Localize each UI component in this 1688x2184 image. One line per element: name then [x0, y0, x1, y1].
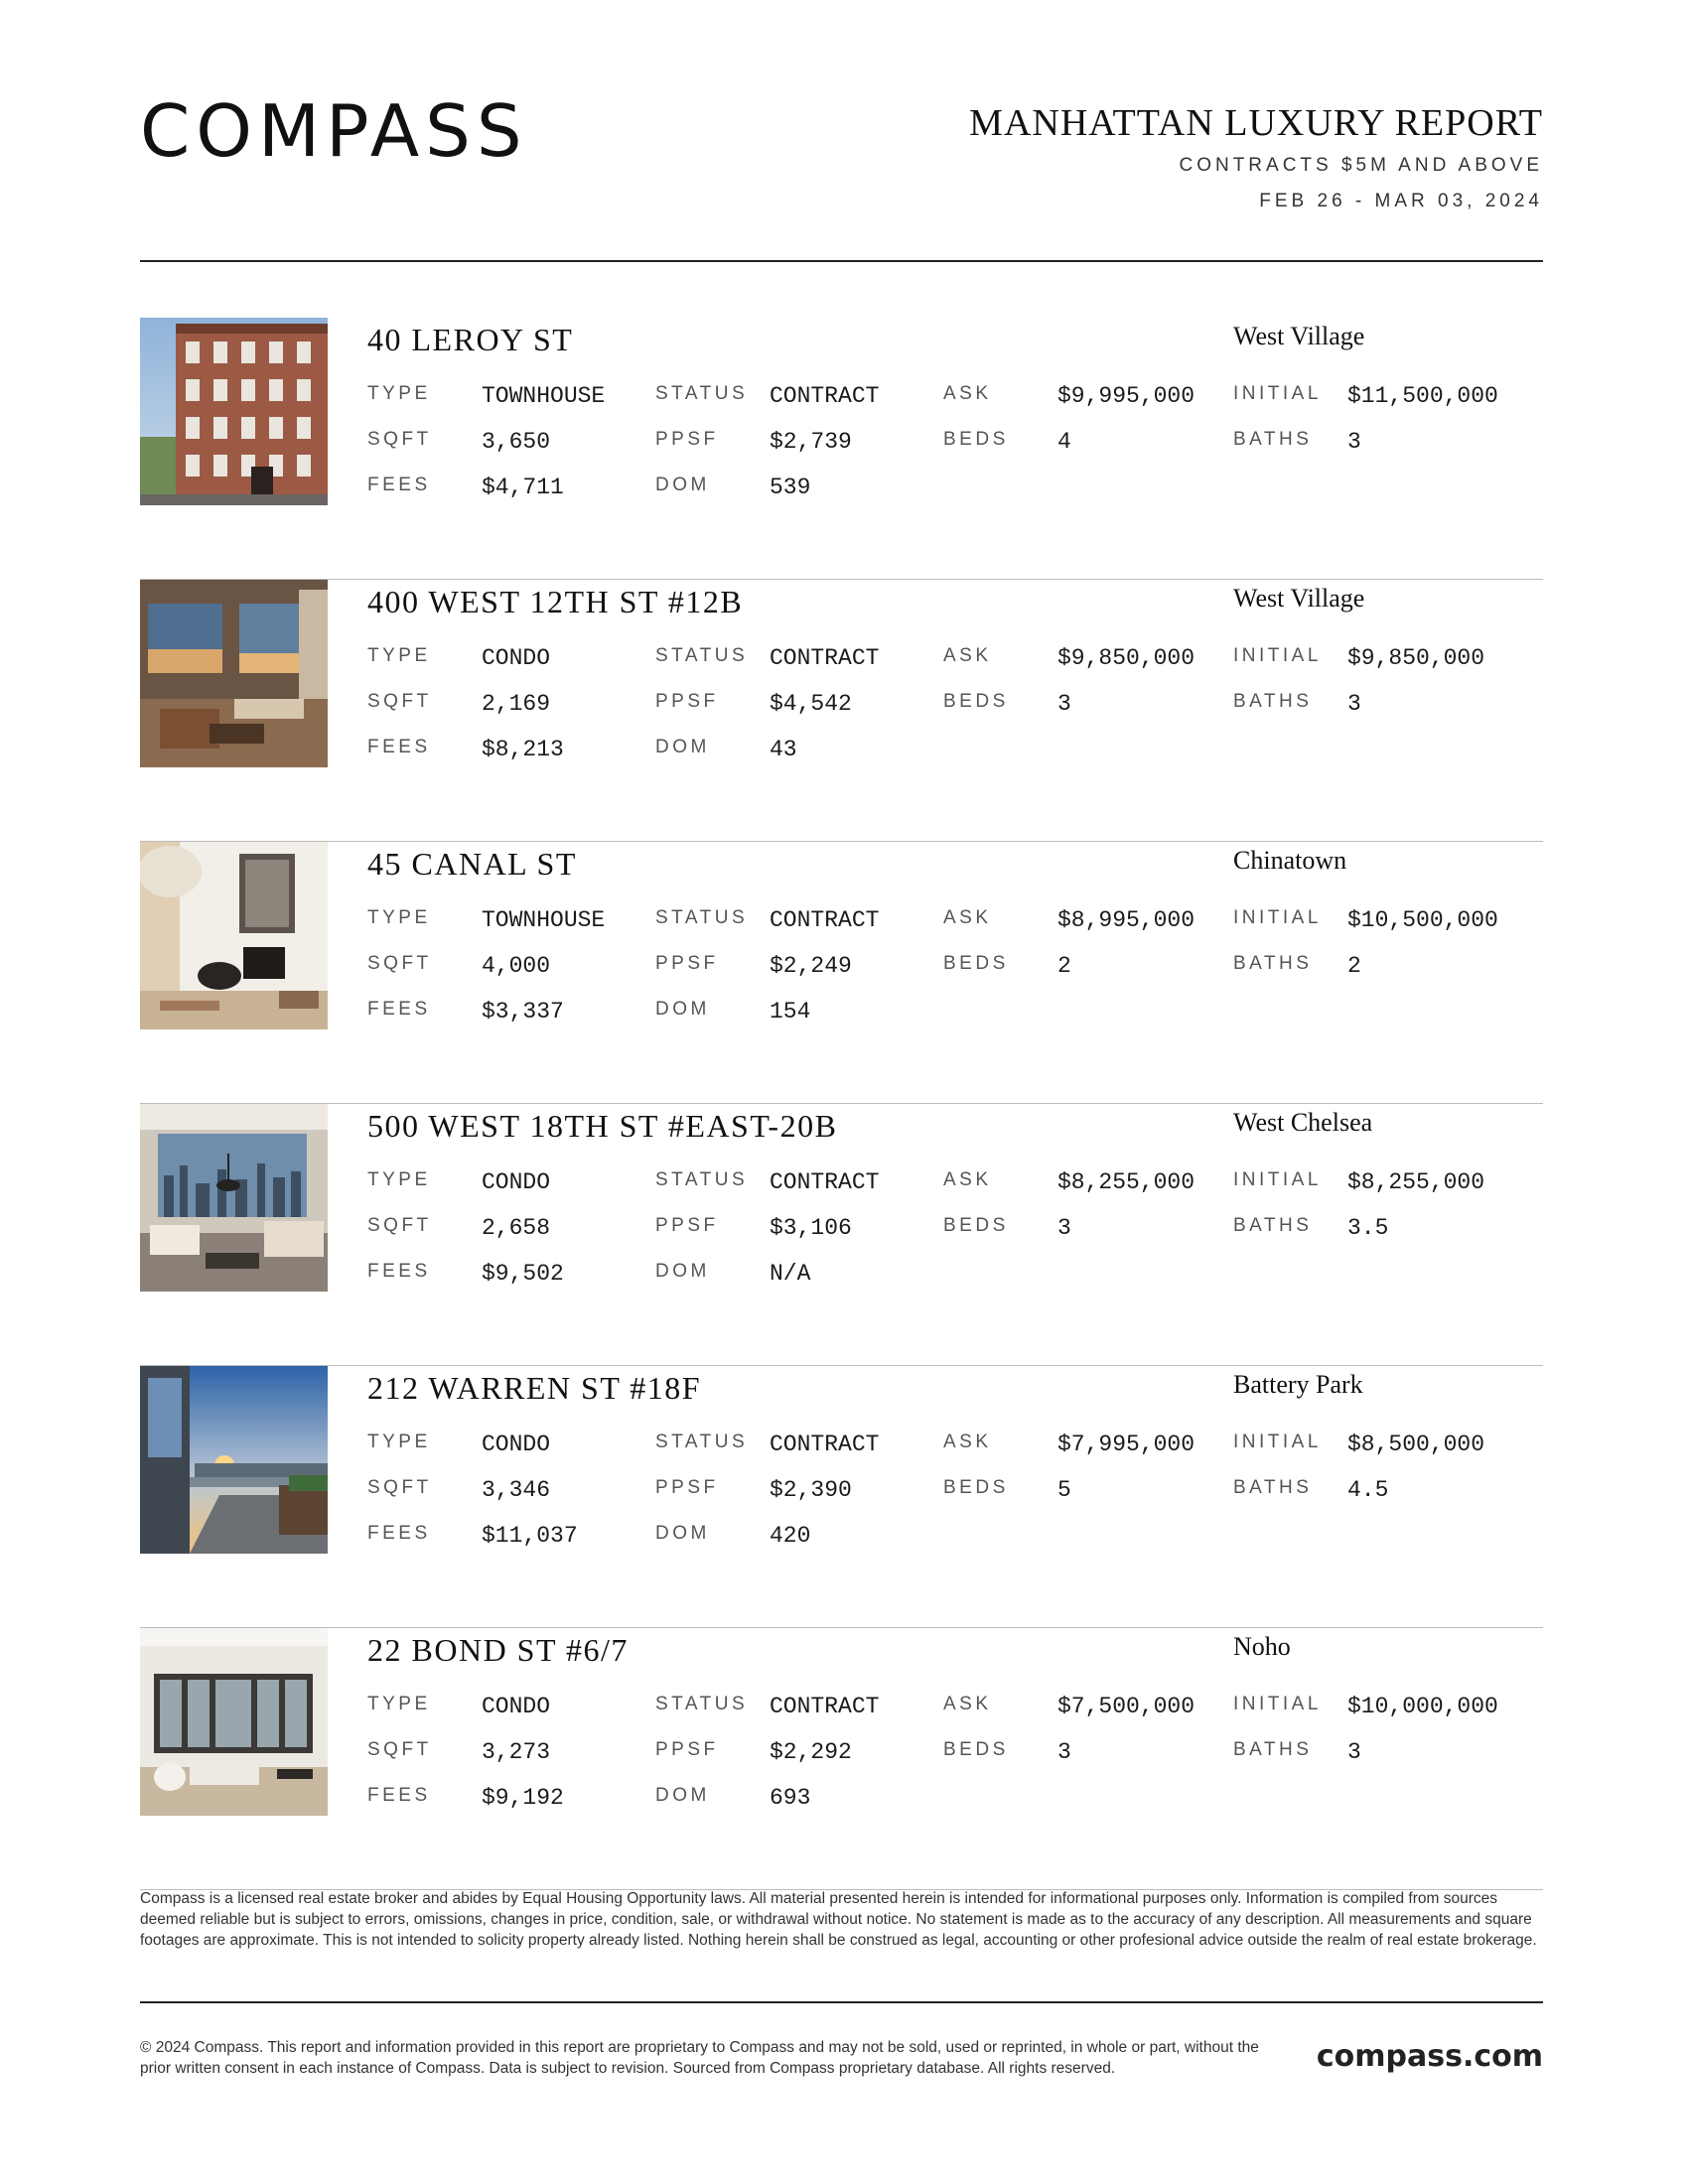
report-subtitle: CONTRACTS $5M AND ABOVE — [1179, 155, 1543, 176]
listing-row — [140, 318, 1543, 580]
sqft-label: SQFT — [367, 1739, 432, 1760]
initial-value: $10,500,000 — [1347, 907, 1498, 933]
initial-value: $8,500,000 — [1347, 1432, 1485, 1457]
fees-value: $9,192 — [482, 1785, 564, 1811]
fees-value: $9,502 — [482, 1261, 564, 1287]
listing-row — [140, 1628, 1543, 1890]
listing-photo-terrace-river-view — [140, 1366, 328, 1554]
status-value: CONTRACT — [770, 907, 880, 933]
ask-value: $8,995,000 — [1057, 907, 1196, 933]
beds-value: 3 — [1057, 691, 1071, 717]
baths-value: 4.5 — [1347, 1477, 1389, 1503]
fees-label: FEES — [367, 1785, 431, 1806]
listing-neighborhood: West Chelsea — [1233, 1108, 1373, 1137]
ask-label: ASK — [943, 1169, 992, 1190]
ask-value: $7,500,000 — [1057, 1694, 1196, 1719]
baths-label: BATHS — [1233, 953, 1313, 974]
baths-label: BATHS — [1233, 429, 1313, 450]
website-link[interactable]: compass.com — [1316, 2039, 1543, 2074]
type-value: CONDO — [482, 1169, 551, 1195]
sqft-value: 3,650 — [482, 429, 551, 455]
listing-row — [140, 842, 1543, 1104]
ask-label: ASK — [943, 1694, 992, 1714]
initial-label: INITIAL — [1233, 1432, 1322, 1452]
beds-label: BEDS — [943, 953, 1009, 974]
sqft-value: 2,169 — [482, 691, 551, 717]
report-title: MANHATTAN LUXURY REPORT — [969, 102, 1543, 144]
type-value: CONDO — [482, 1432, 551, 1457]
listing-neighborhood: West Village — [1233, 584, 1365, 613]
dom-value: N/A — [770, 1261, 811, 1287]
beds-value: 2 — [1057, 953, 1071, 979]
fees-value: $8,213 — [482, 737, 564, 762]
ask-value: $9,995,000 — [1057, 383, 1196, 409]
initial-label: INITIAL — [1233, 1169, 1322, 1190]
baths-label: BATHS — [1233, 1215, 1313, 1236]
listing-neighborhood: West Village — [1233, 322, 1365, 350]
listing-neighborhood: Noho — [1233, 1632, 1291, 1661]
listing-photo-white-loft-interior — [140, 1628, 328, 1816]
type-value: CONDO — [482, 645, 551, 671]
sqft-value: 3,273 — [482, 1739, 551, 1765]
report-page — [140, 0, 1543, 2184]
dom-label: DOM — [655, 737, 710, 757]
initial-value: $9,850,000 — [1347, 645, 1485, 671]
dom-value: 693 — [770, 1785, 811, 1811]
ask-label: ASK — [943, 645, 992, 666]
beds-value: 3 — [1057, 1739, 1071, 1765]
listing-address: 400 WEST 12TH ST #12B — [367, 584, 744, 619]
fees-label: FEES — [367, 1261, 431, 1282]
type-label: TYPE — [367, 1169, 431, 1190]
type-label: TYPE — [367, 1694, 431, 1714]
dom-label: DOM — [655, 475, 710, 495]
listing-address: 212 WARREN ST #18F — [367, 1370, 702, 1406]
ask-value: $8,255,000 — [1057, 1169, 1196, 1195]
dom-label: DOM — [655, 1261, 710, 1282]
ppsf-label: PPSF — [655, 429, 719, 450]
ask-label: ASK — [943, 383, 992, 404]
ask-value: $9,850,000 — [1057, 645, 1196, 671]
dom-value: 420 — [770, 1523, 811, 1549]
dom-value: 539 — [770, 475, 811, 500]
status-label: STATUS — [655, 907, 749, 928]
ppsf-label: PPSF — [655, 953, 719, 974]
fees-label: FEES — [367, 999, 431, 1020]
status-value: CONTRACT — [770, 383, 880, 409]
beds-label: BEDS — [943, 1477, 1009, 1498]
initial-label: INITIAL — [1233, 383, 1322, 404]
ppsf-value: $2,249 — [770, 953, 852, 979]
ppsf-value: $3,106 — [770, 1215, 852, 1241]
initial-label: INITIAL — [1233, 1694, 1322, 1714]
ppsf-label: PPSF — [655, 1739, 719, 1760]
listing-photo-brick-townhouse-facade — [140, 318, 328, 505]
listing-photo-living-room-sunset — [140, 580, 328, 767]
baths-value: 3.5 — [1347, 1215, 1389, 1241]
ppsf-value: $2,292 — [770, 1739, 852, 1765]
beds-value: 3 — [1057, 1215, 1071, 1241]
fees-label: FEES — [367, 737, 431, 757]
type-label: TYPE — [367, 907, 431, 928]
listing-neighborhood: Chinatown — [1233, 846, 1347, 875]
beds-value: 5 — [1057, 1477, 1071, 1503]
baths-label: BATHS — [1233, 691, 1313, 712]
copyright-text: © 2024 Compass. This report and information provided in this report are proprietary to Compass and may not be sold, used or reprinted, in whole or part, without the prior written consent in each instance of Compass. Data is subject to revision. Sourced from Compass proprietary database. All rights reserved. — [140, 2039, 1259, 2077]
sqft-value: 2,658 — [482, 1215, 551, 1241]
type-value: CONDO — [482, 1694, 551, 1719]
ppsf-value: $4,542 — [770, 691, 852, 717]
compass-logo: COMPASS — [140, 89, 528, 173]
fees-label: FEES — [367, 1523, 431, 1544]
listing-row — [140, 1366, 1543, 1628]
report-date-range: FEB 26 - MAR 03, 2024 — [1259, 191, 1543, 211]
status-value: CONTRACT — [770, 1169, 880, 1195]
type-label: TYPE — [367, 645, 431, 666]
fees-value: $3,337 — [482, 999, 564, 1024]
status-label: STATUS — [655, 645, 749, 666]
listing-neighborhood: Battery Park — [1233, 1370, 1363, 1399]
disclaimer-text: Compass is a licensed real estate broker and abides by Equal Housing Opportunity laws. All material presented herein is intended for informational purposes only. Information is compiled from sources deemed reliable but is subject to errors, omissions, changes in price, condition, sale, or withdrawal without notice. No statement is made as to the accuracy of any description. All measurements and square footages are approximate. This is not intended to solicity property already listed. Nothing herein shall be construed as legal, accounting or other profesional advice outside the realm of real estate brokerage. — [140, 1890, 1537, 1949]
type-label: TYPE — [367, 383, 431, 404]
initial-value: $8,255,000 — [1347, 1169, 1485, 1195]
initial-value: $11,500,000 — [1347, 383, 1498, 409]
beds-label: BEDS — [943, 1739, 1009, 1760]
initial-value: $10,000,000 — [1347, 1694, 1498, 1719]
sqft-value: 4,000 — [482, 953, 551, 979]
listing-photo-interior-fireplace — [140, 842, 328, 1029]
baths-value: 3 — [1347, 691, 1361, 717]
sqft-label: SQFT — [367, 691, 432, 712]
baths-value: 3 — [1347, 429, 1361, 455]
beds-value: 4 — [1057, 429, 1071, 455]
fees-value: $4,711 — [482, 475, 564, 500]
initial-label: INITIAL — [1233, 645, 1322, 666]
sqft-label: SQFT — [367, 953, 432, 974]
footer-divider — [140, 2001, 1543, 2003]
baths-label: BATHS — [1233, 1739, 1313, 1760]
ppsf-value: $2,390 — [770, 1477, 852, 1503]
ppsf-label: PPSF — [655, 1215, 719, 1236]
dom-label: DOM — [655, 1523, 710, 1544]
initial-label: INITIAL — [1233, 907, 1322, 928]
type-value: TOWNHOUSE — [482, 907, 606, 933]
dom-label: DOM — [655, 999, 710, 1020]
baths-value: 2 — [1347, 953, 1361, 979]
fees-label: FEES — [367, 475, 431, 495]
type-value: TOWNHOUSE — [482, 383, 606, 409]
dom-label: DOM — [655, 1785, 710, 1806]
status-value: CONTRACT — [770, 1432, 880, 1457]
fees-value: $11,037 — [482, 1523, 578, 1549]
ppsf-label: PPSF — [655, 1477, 719, 1498]
dom-value: 43 — [770, 737, 797, 762]
status-value: CONTRACT — [770, 645, 880, 671]
sqft-value: 3,346 — [482, 1477, 551, 1503]
sqft-label: SQFT — [367, 429, 432, 450]
status-label: STATUS — [655, 1169, 749, 1190]
dom-value: 154 — [770, 999, 811, 1024]
ask-value: $7,995,000 — [1057, 1432, 1196, 1457]
status-value: CONTRACT — [770, 1694, 880, 1719]
beds-label: BEDS — [943, 1215, 1009, 1236]
beds-label: BEDS — [943, 691, 1009, 712]
listing-address: 500 WEST 18TH ST #EAST-20B — [367, 1108, 838, 1144]
status-label: STATUS — [655, 1432, 749, 1452]
status-label: STATUS — [655, 1694, 749, 1714]
ppsf-value: $2,739 — [770, 429, 852, 455]
listing-row — [140, 1104, 1543, 1366]
sqft-label: SQFT — [367, 1215, 432, 1236]
baths-value: 3 — [1347, 1739, 1361, 1765]
listing-row — [140, 580, 1543, 842]
status-label: STATUS — [655, 383, 749, 404]
baths-label: BATHS — [1233, 1477, 1313, 1498]
ask-label: ASK — [943, 1432, 992, 1452]
sqft-label: SQFT — [367, 1477, 432, 1498]
listing-address: 45 CANAL ST — [367, 846, 577, 882]
beds-label: BEDS — [943, 429, 1009, 450]
header-divider — [140, 260, 1543, 262]
ppsf-label: PPSF — [655, 691, 719, 712]
listing-address: 40 LEROY ST — [367, 322, 574, 357]
ask-label: ASK — [943, 907, 992, 928]
listing-photo-living-room-skyline — [140, 1104, 328, 1292]
listing-address: 22 BOND ST #6/7 — [367, 1632, 629, 1668]
type-label: TYPE — [367, 1432, 431, 1452]
